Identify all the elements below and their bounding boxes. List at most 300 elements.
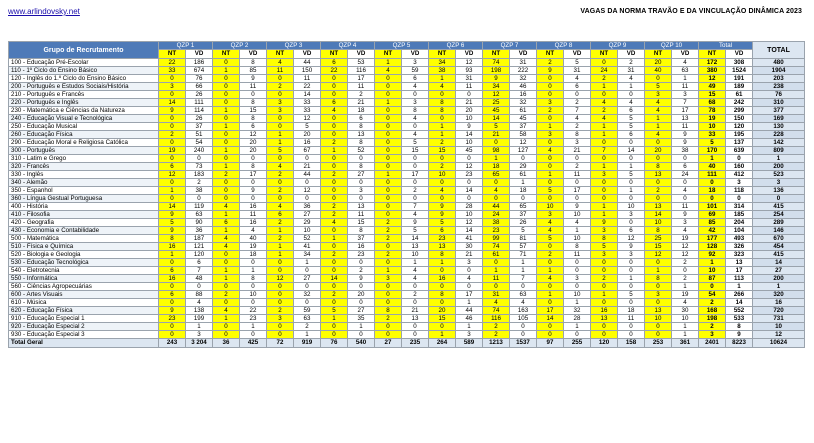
vd-cell: 0 (564, 91, 591, 99)
nt-cell: 8 (375, 307, 402, 315)
nt-cell: 18 (699, 187, 726, 195)
vd-cell: 493 (726, 235, 753, 243)
vd-cell: 16 (348, 243, 375, 251)
group-name: 360 - Língua Gestual Portuguesa (9, 195, 159, 203)
table-row (9, 163, 805, 171)
vd-cell: 150 (726, 115, 753, 123)
nt-cell: 1 (645, 115, 672, 123)
nt-cell: 3 (267, 99, 294, 107)
nt-cell: 0 (267, 283, 294, 291)
vd-cell: 34 (294, 251, 321, 259)
nt-cell: 2 (321, 251, 348, 259)
nt-cell: 10 (645, 219, 672, 227)
nt-cell: 2 (267, 219, 294, 227)
nt-cell: 5 (267, 147, 294, 155)
vd-cell: 63 (294, 315, 321, 323)
nt-cell: 0 (645, 259, 672, 267)
vd-cell: 3 (402, 59, 429, 67)
recruitment-group-header: Grupo de Recrutamento (9, 42, 159, 59)
vd-cell: 5 (510, 227, 537, 235)
nt-cell: 0 (267, 179, 294, 187)
nt-cell: 1 (591, 163, 618, 171)
vd-cell: 0 (672, 195, 699, 203)
vd-cell: 137 (726, 139, 753, 147)
vd-cell: 48 (186, 275, 213, 283)
group-name: 340 - Alemão (9, 179, 159, 187)
nt-cell: 3 (159, 83, 186, 91)
vd-cell: 33 (294, 107, 321, 115)
vd-cell: 127 (510, 147, 537, 155)
nt-cell: 0 (645, 75, 672, 83)
nt-cell: 0 (591, 267, 618, 275)
vd-cell: 28 (456, 203, 483, 211)
vd-cell: 222 (510, 67, 537, 75)
nt-cell: 0 (429, 155, 456, 163)
nt-cell: 0 (267, 323, 294, 331)
group-name: 400 - História (9, 203, 159, 211)
vd-cell: 40 (240, 235, 267, 243)
nt-cell: 5 (429, 219, 456, 227)
grand-total-cell: 0 (753, 195, 805, 203)
grand-total-cell: 142 (753, 139, 805, 147)
vd-cell: 54 (186, 139, 213, 147)
nt-cell: 1 (267, 227, 294, 235)
nt-cell: 4 (213, 235, 240, 243)
vd-cell: 35 (348, 315, 375, 323)
nt-cell: 3 (591, 227, 618, 235)
nt-cell: 4 (537, 227, 564, 235)
nt-cell: 1 (213, 107, 240, 115)
vd-cell: 0 (348, 155, 375, 163)
nt-cell: 1 (267, 131, 294, 139)
vd-cell: 5 (294, 123, 321, 131)
nt-cell: 0 (159, 283, 186, 291)
vd-cell: 186 (186, 59, 213, 67)
vd-subheader: VD (510, 50, 537, 59)
nt-cell: 99 (483, 235, 510, 243)
vd-cell: 44 (294, 171, 321, 179)
nt-cell: 2 (429, 163, 456, 171)
table-row (9, 171, 805, 179)
vd-cell: 3 (456, 331, 483, 339)
vd-cell: 11 (564, 171, 591, 179)
nt-cell: 3 (645, 91, 672, 99)
nt-cell: 0 (213, 283, 240, 291)
vd-cell: 18 (348, 107, 375, 115)
nt-cell: 0 (591, 155, 618, 163)
nt-cell: 0 (321, 75, 348, 83)
nt-cell: 16 (159, 243, 186, 251)
nt-cell: 0 (375, 83, 402, 91)
nt-cell: 9 (429, 211, 456, 219)
nt-cell: 0 (591, 283, 618, 291)
nt-cell: 0 (537, 331, 564, 339)
nt-cell: 0 (375, 195, 402, 203)
vd-subheader: VD (564, 50, 591, 59)
grand-total-cell: 809 (753, 147, 805, 155)
vd-cell: 12 (618, 235, 645, 243)
nt-cell: 0 (645, 155, 672, 163)
nt-cell: 0 (321, 283, 348, 291)
nt-cell: 0 (591, 187, 618, 195)
vd-cell: 9 (618, 243, 645, 251)
nt-cell: 61 (483, 251, 510, 259)
vd-cell: 2 (294, 323, 321, 331)
vd-cell: 2 (672, 259, 699, 267)
nt-cell: 2 (591, 75, 618, 83)
vd-cell: 1 (618, 163, 645, 171)
nt-cell: 16 (429, 275, 456, 283)
vd-cell: 0 (510, 323, 537, 331)
nt-cell: 0 (267, 115, 294, 123)
nt-cell: 87 (699, 275, 726, 283)
vd-cell: 51 (186, 131, 213, 139)
nt-cell: 0 (429, 179, 456, 187)
vd-cell: 9 (240, 187, 267, 195)
vd-cell: 195 (726, 131, 753, 139)
vd-cell: 674 (186, 67, 213, 75)
nt-cell: 1 (213, 211, 240, 219)
nt-cell: 0 (591, 323, 618, 331)
vd-cell: 308 (726, 59, 753, 67)
vd-cell: 0 (240, 259, 267, 267)
vd-cell: 187 (186, 235, 213, 243)
vd-cell: 13 (348, 203, 375, 211)
vd-cell: 4 (186, 299, 213, 307)
nt-cell: 1 (591, 123, 618, 131)
vd-cell: 63 (672, 67, 699, 75)
vd-cell: 90 (186, 219, 213, 227)
vd-cell: 8 (240, 163, 267, 171)
vd-cell: 11 (618, 315, 645, 323)
vd-cell: 191 (726, 75, 753, 83)
nt-cell: 6 (213, 219, 240, 227)
vd-cell: 32 (294, 291, 321, 299)
vd-cell: 12 (510, 139, 537, 147)
vd-cell: 21 (456, 99, 483, 107)
nt-cell: 0 (321, 187, 348, 195)
nt-cell: 1 (213, 163, 240, 171)
vd-subheader: VD (294, 50, 321, 59)
nt-cell: 0 (213, 195, 240, 203)
nt-cell: 1 (591, 83, 618, 91)
nt-cell: 1 (321, 315, 348, 323)
table-row (9, 259, 805, 267)
vd-cell: 14 (456, 187, 483, 195)
vd-cell: 0 (510, 195, 537, 203)
nt-cell: 8 (645, 275, 672, 283)
nt-cell: 4 (321, 219, 348, 227)
nt-cell: 0 (159, 179, 186, 187)
grand-total-cell: 76 (753, 91, 805, 99)
nt-cell: 0 (375, 155, 402, 163)
vd-cell: 3 204 (186, 339, 213, 348)
vd-cell: 138 (186, 307, 213, 315)
vd-cell: 12 (672, 251, 699, 259)
nt-cell: 0 (429, 283, 456, 291)
vd-cell: 8 (402, 107, 429, 115)
nt-cell: 1 (537, 291, 564, 299)
nt-subheader: NT (537, 50, 564, 59)
vd-cell: 1524 (726, 67, 753, 75)
nt-cell: 0 (321, 91, 348, 99)
nt-cell: 0 (375, 243, 402, 251)
table-row (9, 139, 805, 147)
nt-cell: 27 (375, 339, 402, 348)
vd-cell: 10 (672, 315, 699, 323)
nt-cell: 20 (645, 59, 672, 67)
nt-cell: 0 (591, 331, 618, 339)
nt-subheader: NT (645, 50, 672, 59)
vd-cell: 0 (618, 91, 645, 99)
vd-cell: 0 (186, 195, 213, 203)
nt-cell: 15 (699, 91, 726, 99)
grand-total-cell: 320 (753, 291, 805, 299)
nt-cell: 6 (429, 227, 456, 235)
vd-cell: 6 (402, 75, 429, 83)
nt-cell: 97 (537, 339, 564, 348)
vd-cell: 12 (672, 243, 699, 251)
nt-cell: 0 (213, 323, 240, 331)
vd-cell: 0 (294, 283, 321, 291)
nt-cell: 1 (213, 123, 240, 131)
vd-cell: 20 (240, 139, 267, 147)
vd-cell: 1 (294, 259, 321, 267)
vd-cell: 314 (726, 203, 753, 211)
grand-total-cell: 480 (753, 59, 805, 67)
nt-cell: 0 (537, 259, 564, 267)
nt-cell: 4 (213, 203, 240, 211)
vd-cell: 9 (672, 211, 699, 219)
site-link[interactable]: www.arlindovsky.net (8, 7, 80, 16)
group-name: 250 - Educação Musical (9, 123, 159, 131)
vd-cell: 11 (672, 203, 699, 211)
nt-cell: 11 (483, 275, 510, 283)
nt-cell: 0 (213, 299, 240, 307)
vd-cell: 0 (348, 179, 375, 187)
vd-cell: 4 (672, 59, 699, 67)
nt-cell: 1 (429, 123, 456, 131)
vd-cell: 189 (726, 83, 753, 91)
nt-cell: 1 (213, 275, 240, 283)
table-row (9, 91, 805, 99)
vd-cell: 0 (240, 299, 267, 307)
grand-total-cell: 415 (753, 251, 805, 259)
nt-cell: 0 (375, 123, 402, 131)
vd-cell: 183 (186, 171, 213, 179)
vd-cell: 6 (618, 131, 645, 139)
vd-cell: 12 (456, 219, 483, 227)
vd-cell: 30 (672, 307, 699, 315)
table-row (9, 75, 805, 83)
grand-total-cell: 228 (753, 131, 805, 139)
vd-subheader: VD (402, 50, 429, 59)
nt-cell: 177 (699, 235, 726, 243)
nt-cell: 9 (159, 107, 186, 115)
vd-subheader: VD (240, 50, 267, 59)
vd-cell: 2 (186, 179, 213, 187)
vd-cell: 12 (456, 163, 483, 171)
nt-cell: 9 (483, 75, 510, 83)
group-name: 120 - Inglês do 1.º Ciclo do Ensino Básico (9, 75, 159, 83)
vd-cell: 1 (618, 275, 645, 283)
nt-cell: 0 (645, 179, 672, 187)
vd-cell: 11 (348, 83, 375, 91)
nt-cell: 98 (483, 147, 510, 155)
nt-cell: 1 (213, 267, 240, 275)
nt-cell: 1 (213, 315, 240, 323)
vd-cell: 0 (672, 179, 699, 187)
qzp1-header: QZP 1 (159, 42, 213, 50)
nt-cell: 0 (159, 115, 186, 123)
nt-cell: 0 (321, 163, 348, 171)
nt-cell: 3 (645, 291, 672, 299)
nt-cell: 0 (267, 195, 294, 203)
vd-cell: 0 (456, 195, 483, 203)
nt-cell: 4 (645, 99, 672, 107)
vd-cell: 3 (186, 331, 213, 339)
vd-cell: 299 (726, 107, 753, 115)
vd-cell: 326 (726, 243, 753, 251)
vd-cell: 158 (618, 339, 645, 348)
nt-cell: 0 (375, 147, 402, 155)
vd-cell: 11 (348, 211, 375, 219)
nt-cell: 19 (159, 147, 186, 155)
nt-cell: 0 (213, 75, 240, 83)
nt-cell: 3 (537, 131, 564, 139)
nt-cell: 0 (375, 187, 402, 195)
grand-total-cell: 203 (753, 75, 805, 83)
vd-cell: 1 (564, 323, 591, 331)
vd-cell: 20 (456, 107, 483, 115)
group-name: 330 - Inglês (9, 171, 159, 179)
vd-cell: 255 (564, 339, 591, 348)
grand-total-cell: 454 (753, 243, 805, 251)
vd-cell: 16 (240, 219, 267, 227)
group-name: 200 - Português e Estudos Sociais/História (9, 83, 159, 91)
nt-cell: 4 (429, 83, 456, 91)
vd-cell: 20 (294, 131, 321, 139)
nt-cell: 2 (483, 323, 510, 331)
vd-cell: 425 (240, 339, 267, 348)
vd-cell: 8 (240, 115, 267, 123)
nt-cell: 4 (267, 163, 294, 171)
nt-cell: 243 (159, 339, 186, 348)
vd-cell: 5 (402, 139, 429, 147)
table-row (9, 251, 805, 259)
nt-cell: 0 (267, 91, 294, 99)
group-name: 210 - Português e Francês (9, 91, 159, 99)
nt-cell: 0 (537, 75, 564, 83)
nt-cell: 12 (483, 91, 510, 99)
vd-cell: 24 (672, 171, 699, 179)
nt-cell: 8 (159, 235, 186, 243)
vd-cell: 104 (726, 227, 753, 235)
vd-cell: 116 (348, 67, 375, 75)
vd-cell: 4 (618, 99, 645, 107)
vd-cell: 3 (618, 211, 645, 219)
vd-cell: 3 (348, 187, 375, 195)
nt-cell: 9 (537, 67, 564, 75)
nt-cell: 40 (699, 163, 726, 171)
vd-cell: 552 (726, 307, 753, 315)
nt-cell: 49 (699, 83, 726, 91)
vd-cell: 67 (294, 147, 321, 155)
nt-cell: 76 (321, 339, 348, 348)
nt-cell: 2 (321, 139, 348, 147)
vd-cell: 160 (726, 163, 753, 171)
group-name: 930 - Educação Especial 3 (9, 331, 159, 339)
vd-cell: 27 (294, 275, 321, 283)
vd-cell: 0 (618, 299, 645, 307)
grand-total-cell: 136 (753, 187, 805, 195)
nt-cell: 4 (429, 187, 456, 195)
nt-cell: 0 (213, 251, 240, 259)
nt-cell: 0 (321, 259, 348, 267)
nt-subheader: NT (321, 50, 348, 59)
nt-cell: 0 (375, 291, 402, 299)
vd-cell: 1 (672, 331, 699, 339)
vd-cell: 10 (618, 203, 645, 211)
vd-cell: 14 (456, 131, 483, 139)
nt-cell: 4 (321, 107, 348, 115)
vd-cell: 38 (186, 187, 213, 195)
nt-cell: 36 (213, 339, 240, 348)
qzp2-header: QZP 2 (213, 42, 267, 50)
vd-cell: 3 (618, 251, 645, 259)
nt-cell: 0 (321, 179, 348, 187)
nt-cell: 22 (159, 59, 186, 67)
group-name: 620 - Educação Física (9, 307, 159, 315)
vd-cell: 9 (456, 123, 483, 131)
vd-cell: 0 (456, 155, 483, 163)
vd-cell: 0 (402, 163, 429, 171)
total-row (9, 339, 805, 348)
nt-cell: 0 (159, 323, 186, 331)
nt-cell: 19 (699, 115, 726, 123)
table-row (9, 299, 805, 307)
nt-cell: 1 (159, 251, 186, 259)
vd-cell: 0 (564, 155, 591, 163)
table-row (9, 123, 805, 131)
nt-cell: 0 (699, 283, 726, 291)
nt-cell: 15 (429, 315, 456, 323)
table-body (9, 59, 805, 348)
vd-cell: 1 (294, 331, 321, 339)
nt-cell: 0 (429, 91, 456, 99)
nt-cell: 0 (429, 267, 456, 275)
vd-cell: 9 (240, 75, 267, 83)
vd-cell: 4 (510, 299, 537, 307)
vd-cell: 2 (402, 187, 429, 195)
vd-cell: 52 (348, 147, 375, 155)
nt-cell: 3 (591, 251, 618, 259)
vd-cell: 1 (402, 259, 429, 267)
nt-cell: 1 (537, 171, 564, 179)
nt-cell: 0 (267, 267, 294, 275)
vd-cell: 0 (510, 155, 537, 163)
nt-cell: 6 (159, 163, 186, 171)
vd-cell: 0 (348, 259, 375, 267)
grand-total-cell: 310 (753, 99, 805, 107)
nt-cell: 0 (213, 187, 240, 195)
nt-cell: 34 (429, 59, 456, 67)
vd-cell: 242 (726, 99, 753, 107)
vd-cell: 0 (564, 195, 591, 203)
nt-cell: 5 (537, 187, 564, 195)
nt-cell: 0 (591, 59, 618, 67)
nt-cell: 4 (267, 203, 294, 211)
